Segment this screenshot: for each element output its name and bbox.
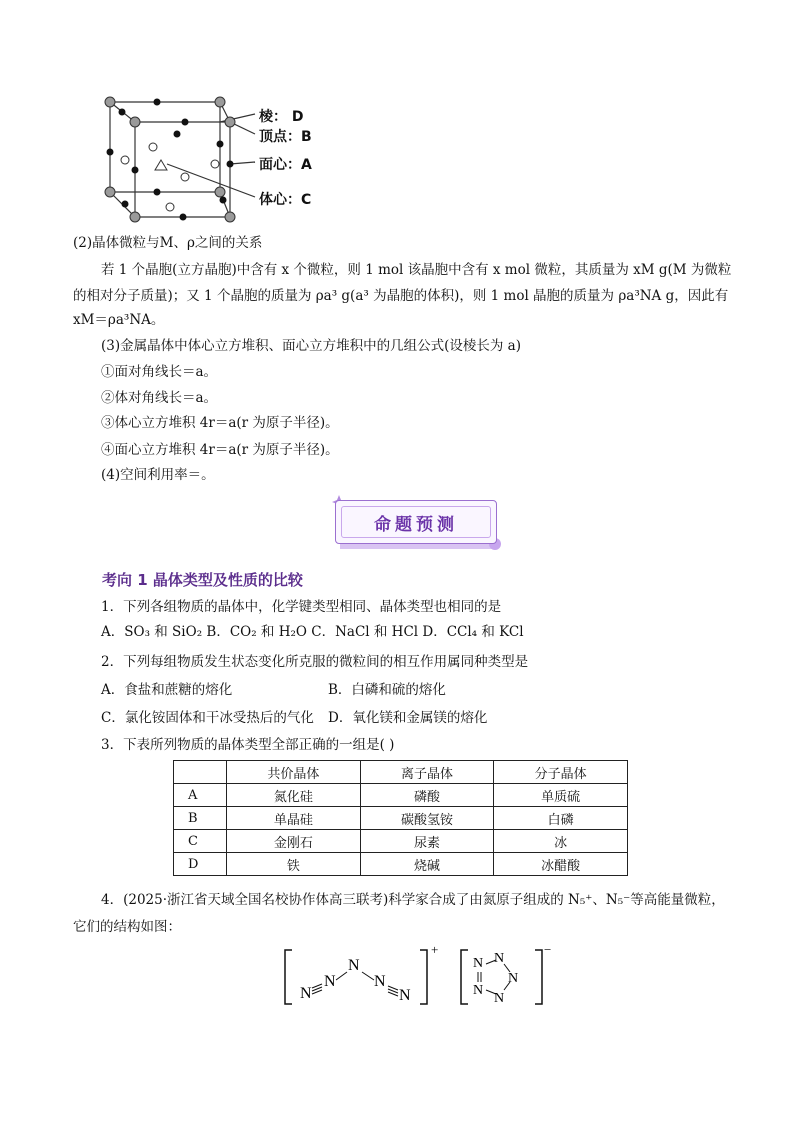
label-edge: 棱： D: [259, 109, 304, 125]
table-cell: 金刚石: [227, 830, 361, 853]
topic-heading: 考向 1 晶体类型及性质的比较: [102, 571, 303, 589]
table-cell: C: [174, 830, 227, 853]
nitrogen-ion-structures: [280, 942, 550, 1012]
table-cell: 烧碱: [360, 853, 494, 876]
table-row: [174, 853, 628, 876]
banner-title: 命题预测: [374, 514, 458, 535]
n5-minus-atom: N: [494, 991, 505, 1006]
label-body-center: 体心：C: [259, 192, 312, 208]
table-row: [174, 807, 628, 830]
section2-heading: (2)晶体微粒与M、ρ之间的关系: [73, 235, 263, 251]
q2-option-c: C．氯化铵固体和干冰受热后的气化: [101, 710, 314, 726]
crystal-type-table: [173, 760, 628, 876]
table-header-cell: 共价晶体: [227, 761, 361, 784]
table-cell: 氮化硅: [227, 784, 361, 807]
table-cell: B: [174, 807, 227, 830]
table-cell: 冰醋酸: [494, 853, 628, 876]
table-cell: 冰: [494, 830, 628, 853]
q4-stem-line2: 它们的结构如图：: [73, 919, 181, 935]
n5-minus-atom: N: [473, 983, 484, 998]
q2-stem: 2．下列每组物质发生状态变化所克服的微粒间的相互作用属同种类型是: [101, 654, 529, 670]
table-cell: A: [174, 784, 227, 807]
n5-plus-atom: N: [399, 987, 411, 1004]
table-header-cell: [174, 761, 227, 784]
table-header-cell: 分子晶体: [494, 761, 628, 784]
label-vertex: 顶点：B: [259, 129, 312, 145]
charge-minus: −: [544, 942, 552, 957]
n5-plus-atom: N: [324, 973, 336, 990]
table-cell: 铁: [227, 853, 361, 876]
n5-plus-atom: N: [374, 973, 386, 990]
n5-minus-atom: N: [494, 951, 505, 966]
table-cell: 白磷: [494, 807, 628, 830]
table-cell: 碳酸氢铵: [360, 807, 494, 830]
n5-plus-atom: N: [348, 957, 360, 974]
section2-para-line3: xM＝ρa³NA。: [73, 312, 165, 328]
section2-para-line1: 若 1 个晶胞(立方晶胞)中含有 x 个微粒，则 1 mol 该晶胞中含有 x mol 微粒，其质量为 xM g(M 为微粒: [101, 262, 732, 278]
prediction-banner: [325, 493, 515, 553]
formula-item-1: ①面对角线长＝a。: [101, 364, 218, 380]
table-row: [174, 784, 628, 807]
table-cell: 单质硫: [494, 784, 628, 807]
q2-option-a: A．食盐和蔗糖的熔化: [101, 682, 233, 698]
table-cell: D: [174, 853, 227, 876]
formula-item-3: ③体心立方堆积 4r＝a(r 为原子半径)。: [101, 415, 339, 431]
table-row: [174, 830, 628, 853]
table-header-cell: 离子晶体: [360, 761, 494, 784]
n5-minus-atom: N: [508, 971, 519, 986]
table-cell: 磷酸: [360, 784, 494, 807]
table-header-row: [174, 761, 628, 784]
section4-heading: (4)空间利用率＝。: [101, 467, 215, 483]
n5-plus-atom: N: [300, 985, 312, 1002]
label-face-center: 面心：A: [259, 157, 312, 173]
table-cell: 单晶硅: [227, 807, 361, 830]
q1-stem: 1．下列各组物质的晶体中，化学键类型相同、晶体类型也相同的是: [101, 599, 502, 615]
charge-plus: +: [431, 942, 439, 957]
q1-options: A．SO₃ 和 SiO₂ B．CO₂ 和 H₂O C．NaCl 和 HCl D．CCl₄ 和 KCl: [101, 624, 524, 640]
formula-item-4: ④面心立方堆积 4r＝a(r 为原子半径)。: [101, 442, 339, 458]
q2-option-b: B．白磷和硫的熔化: [328, 682, 446, 698]
q4-stem-line1: 4．(2025·浙江省天域全国名校协作体高三联考)科学家合成了由氮原子组成的 N₅⁺、N₅⁻等高能量微粒，: [101, 892, 725, 908]
table-cell: 尿素: [360, 830, 494, 853]
formula-item-2: ②体对角线长＝a。: [101, 390, 218, 406]
section2-para-line2: 的相对分子质量)；又 1 个晶胞的质量为 ρa³ g(a³ 为晶胞的体积)，则 1 mol 晶胞的质量为 ρa³NA g，因此有: [73, 288, 729, 304]
n5-minus-atom: N: [473, 956, 484, 971]
q2-option-d: D．氧化镁和金属镁的熔化: [328, 710, 488, 726]
section3-heading: (3)金属晶体中体心立方堆积、面心立方堆积中的几组公式(设棱长为 a): [101, 338, 521, 354]
q3-stem: 3．下表所列物质的晶体类型全部正确的一组是( ): [101, 737, 395, 753]
